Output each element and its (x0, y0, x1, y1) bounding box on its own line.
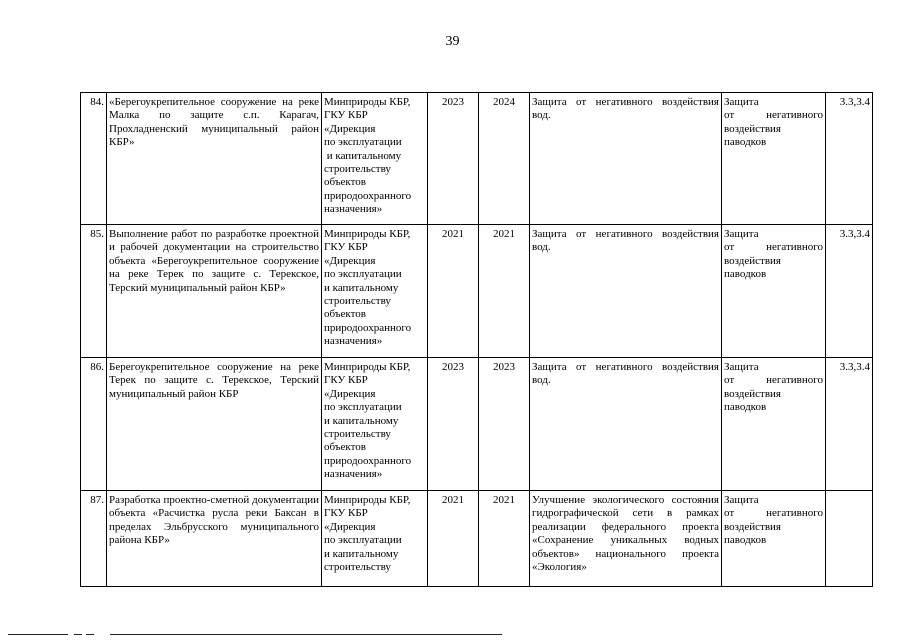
object-name: Выполнение работ по разработке проектной и рабочей документации на строительство объекта «Берегоукрепительное сооружение на реке Терек по защите с. Терекское, Терский муниципальный район КБР» (107, 225, 322, 358)
start-year: 2023 (428, 358, 479, 491)
executor-line: «Дирекция (324, 387, 376, 400)
executor-line: по эксплуатации (324, 268, 402, 281)
executor-line: объектов (324, 176, 366, 189)
effect-line: Защита (724, 494, 759, 506)
effect-line: от негативного (724, 507, 823, 520)
executor-line: ГКУ КБР (324, 109, 368, 122)
scan-artifact-line (86, 634, 94, 635)
executor-line: природоохранного (324, 321, 412, 334)
executor-line: назначения» (324, 468, 383, 481)
executor-line: ГКУ КБР (324, 507, 368, 520)
end-year: 2023 (479, 358, 530, 491)
goal: Защита от негативного воздействия вод. (530, 358, 722, 491)
table-row (81, 491, 873, 587)
executor-line: «Дирекция (324, 520, 376, 533)
effect-line: паводков (724, 401, 767, 414)
registry-table (80, 92, 873, 587)
effect-line: Защита (724, 228, 759, 240)
executor-line: природоохранного (324, 454, 412, 467)
executor-line: природоохранного (324, 189, 412, 202)
executor-line: «Дирекция (324, 122, 376, 135)
executor-line: по эксплуатации (324, 401, 402, 414)
effect-line: Защита (724, 96, 759, 108)
reference: 3.3,3.4 (826, 93, 873, 225)
effect (722, 358, 826, 491)
effect-line: от негативного (724, 374, 823, 387)
executor-line: по эксплуатации (324, 534, 402, 547)
goal: Улучшение экологического состояния гидрографической сети в рамках реализации федерального проекта «Сохранение уникальных водных объектов» национального проекта «Экология» (530, 491, 722, 587)
executor-line: Минприроды КБР, (324, 361, 411, 373)
executor-line: назначения» (324, 203, 383, 216)
effect-line: паводков (724, 268, 767, 281)
page-number: 39 (445, 34, 460, 49)
goal: Защита от негативного воздействия вод. (530, 225, 722, 358)
object-name: Берегоукрепительное сооружение на реке Терек по защите с. Терекское, Терский муниципальный район КБР (107, 358, 322, 491)
executor-line: Минприроды КБР, (324, 494, 411, 506)
table-row (81, 225, 873, 358)
effect-line: паводков (724, 534, 767, 547)
goal: Защита от негативного воздействия вод. (530, 93, 722, 225)
start-year: 2021 (428, 225, 479, 358)
table-row (81, 93, 873, 225)
end-year: 2021 (479, 225, 530, 358)
scan-artifact-line (110, 634, 502, 635)
table-row (81, 358, 873, 491)
effect-line: воздействия (724, 520, 781, 533)
reference: 3.3,3.4 (826, 225, 873, 358)
scan-artifact-line (8, 634, 68, 635)
executor-line: Минприроды КБР, (324, 228, 411, 240)
object-name: Разработка проектно-сметной документации объекта «Расчистка русла реки Баксан в пределах Эльбрусского муниципального района КБР» (107, 491, 322, 587)
row-number: 86. (81, 358, 107, 491)
executor (322, 93, 428, 225)
scan-artifact-line (74, 634, 82, 635)
executor (322, 225, 428, 358)
executor-line: и капитальному (324, 281, 399, 294)
executor-line: ГКУ КБР (324, 374, 368, 387)
effect (722, 225, 826, 358)
executor-line: строительству (324, 295, 391, 308)
effect-line: воздействия (724, 254, 781, 267)
effect-line: паводков (724, 136, 767, 149)
effect-line: от негативного (724, 109, 823, 122)
executor-line: по эксплуатации (324, 136, 402, 149)
effect-line: воздействия (724, 387, 781, 400)
start-year: 2021 (428, 491, 479, 587)
row-number: 84. (81, 93, 107, 225)
executor-line: и капитальному (324, 547, 399, 560)
executor-line: «Дирекция (324, 254, 376, 267)
executor-line: и капитальному (324, 149, 402, 162)
executor-line: объектов (324, 441, 366, 454)
end-year: 2021 (479, 491, 530, 587)
object-name: «Берегоукрепительное сооружение на реке Малка по защите с.п. Карагач, Прохладненский муниципальный район КБР» (107, 93, 322, 225)
executor-line: и капитальному (324, 414, 399, 427)
executor-line: строительству (324, 163, 391, 176)
effect (722, 491, 826, 587)
executor-line: назначения» (324, 335, 383, 348)
effect (722, 93, 826, 225)
start-year: 2023 (428, 93, 479, 225)
end-year: 2024 (479, 93, 530, 225)
executor (322, 358, 428, 491)
executor-line: строительству (324, 561, 391, 574)
executor (322, 491, 428, 587)
executor-line: Минприроды КБР, (324, 96, 411, 108)
row-number: 85. (81, 225, 107, 358)
executor-line: строительству (324, 428, 391, 441)
executor-line: ГКУ КБР (324, 241, 368, 254)
reference (826, 491, 873, 587)
reference: 3.3,3.4 (826, 358, 873, 491)
effect-line: от негативного (724, 241, 823, 254)
executor-line: объектов (324, 308, 366, 321)
effect-line: воздействия (724, 122, 781, 135)
row-number: 87. (81, 491, 107, 587)
effect-line: Защита (724, 361, 759, 373)
